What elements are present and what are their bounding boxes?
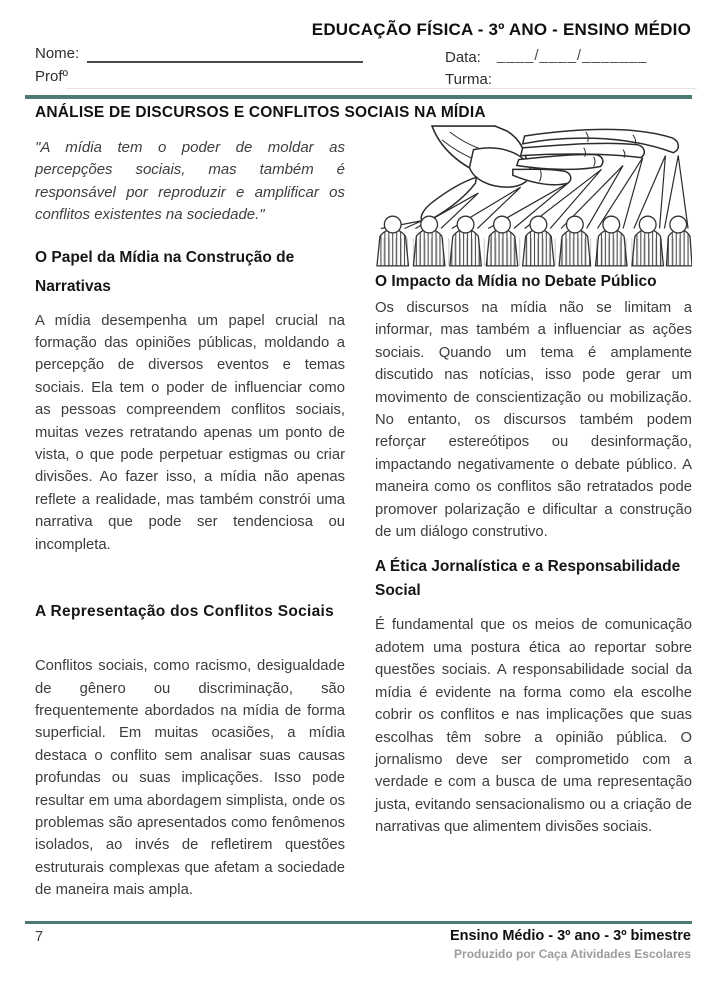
footer-divider [25, 921, 692, 924]
section-body-representacao: Conflitos sociais, como racismo, desigualdade de gênero ou discriminação, são frequentemente abordados na mídia de forma superficial. Em muitas ocasiões, a mídia destaca o conflito sem analisar suas causas profundas ou suas implicações. Isso pode resultar em uma abordagem simplista, onde os problemas são apresentados como fenômenos isolados, ao invés de refletirem questões estruturais complexas que afetam a sociedade de maneira mais ampla. [35, 658, 345, 899]
worksheet-title: ANÁLISE DE DISCURSOS E CONFLITOS SOCIAIS NA MÍDIA [35, 104, 486, 121]
right-column [375, 135, 692, 902]
footer-edition: Ensino Médio - 3º ano - 3º bimestre [449, 928, 691, 944]
date-label: Data: [445, 49, 481, 66]
ruled-faint-line [66, 88, 697, 89]
section-heading-impacto: O Impacto da Mídia no Debate Público [375, 273, 657, 290]
section-body-etica: É fundamental que os meios de comunicação adotem uma postura ética ao reportar sobre questões sociais. A responsabilidade social da mídia é evidente na forma como ela escolhe cobrir os conflitos e nas implicações que suas escolhas têm sobre a opinião pública. O jornalismo deve ser comprometido com a verdade e com a busca de uma representação justa, evitando sensacionalismo ou a criação de narrativas que alimentem divisões sociais. [375, 617, 692, 836]
section-body-impacto: Os discursos na mídia não se limitam a informar, mas também a influenciar as ações sociais. Quando um tema é amplamente discutido nas notícias, isso pode gerar um movimento de conscientização ou mobilização. No entanto, os discursos também podem reforçar estereótipos ou desinformação, impactando negativamente o debate público. A maneira como os conflitos são retratados pode promover polarização e dificultar a construção de um diálogo construtivo. [375, 300, 692, 541]
section-body-narrativas: A mídia desempenha um papel crucial na formação das opiniões públicas, moldando a percepção de diversos eventos e temas sociais. Ela tem o poder de influenciar como as pessoas compreendem conflitos sociais, muitas vezes retratando apenas um ponto de vista, o que pode perpetuar estigmas ou criar divisões. Ao fazer isso, a mídia não apenas reflete a realidade, mas também constrói uma narrativa que pode ser tendenciosa ou incompleta. [35, 312, 345, 553]
opening-quote: "A mídia tem o poder de moldar as percepções sociais, mas também é responsável por reproduzir e amplificar os conflitos existentes na sociedade." [35, 139, 345, 224]
name-label: Nome: [35, 45, 80, 62]
class-label: Turma: [445, 71, 492, 88]
worksheet-content [35, 104, 692, 902]
section-heading-narrativas: O Papel da Mídia na Construção de Narrativas [35, 248, 295, 295]
header-divider [25, 95, 692, 99]
section-heading-representacao: A Representação dos Conflitos Sociais [35, 603, 335, 621]
teacher-label: Profº [35, 68, 68, 85]
date-fill-line: ____/____/_______ [497, 47, 648, 64]
course-title: EDUCAÇÃO FÍSICA - 3º ANO - ENSINO MÉDIO [311, 20, 691, 39]
left-column [35, 135, 345, 902]
section-heading-etica: A Ética Jornalística e a Responsabilidade Social [375, 558, 681, 600]
puppeteer-crowd-illustration [375, 125, 692, 267]
name-fill-line [87, 61, 363, 63]
page-number: 7 [35, 929, 44, 945]
footer-credit: Produzido por Caça Atividades Escolares [454, 947, 691, 961]
